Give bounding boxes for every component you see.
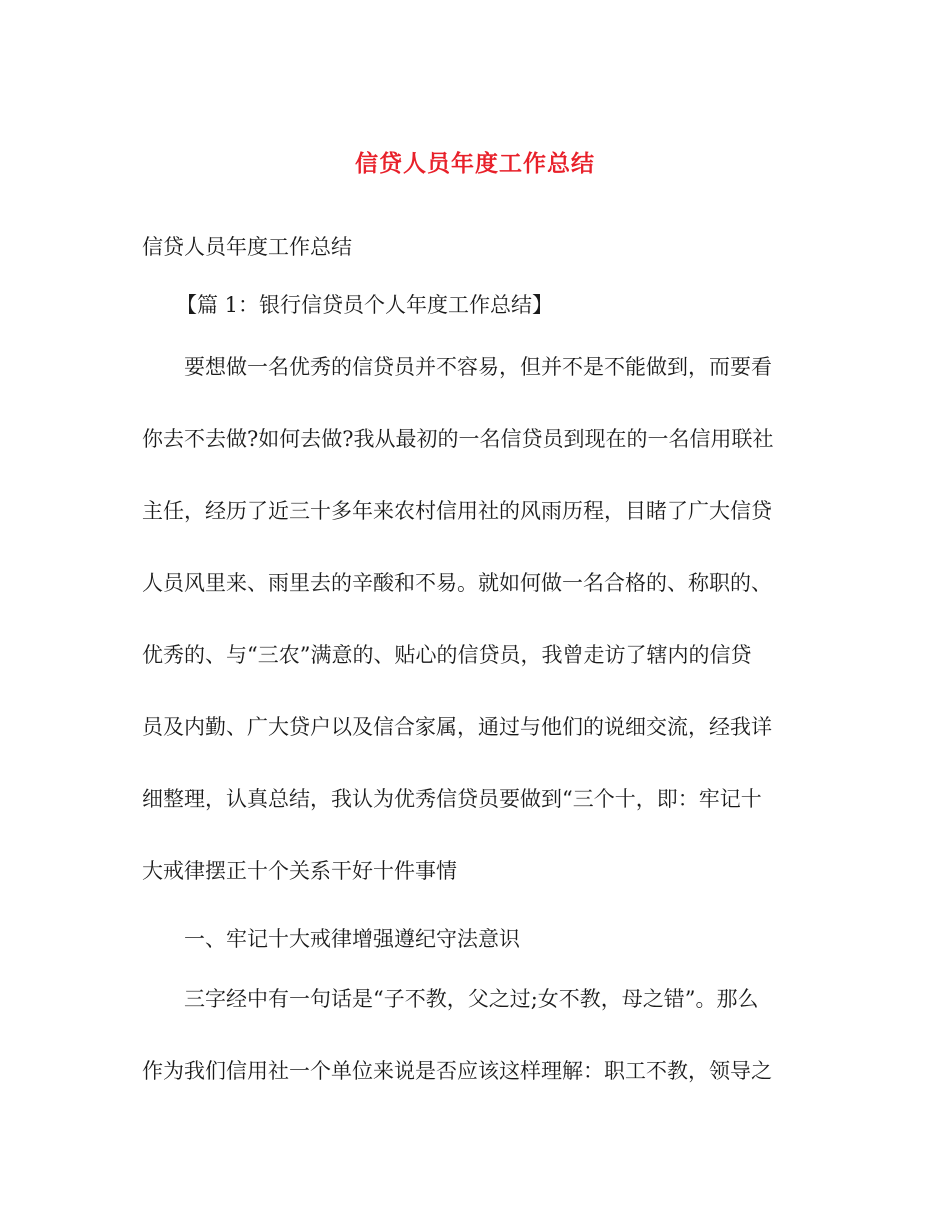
document-title: 信贷人员年度工作总结 [355, 150, 595, 177]
document-subtitle: 信贷人员年度工作总结 [142, 235, 352, 259]
paragraph-line: 主任，经历了近三十多年来农村信用社的风雨历程，目睹了广大信贷 [142, 499, 772, 523]
paragraph-line: 人员风里来、雨里去的辛酸和不易。就如何做一名合格的、称职的、 [142, 571, 772, 595]
paragraph-line: 作为我们信用社一个单位来说是否应该这样理解：职工不教，领导之 [142, 1059, 772, 1083]
paragraph-line: 要想做一名优秀的信贷员并不容易，但并不是不能做到，而要看 [184, 355, 772, 379]
paragraph-line: 优秀的、与“三农”满意的、贴心的信贷员，我曾走访了辖内的信贷 [142, 643, 752, 667]
subheading: 一、牢记十大戒律增强遵纪守法意识 [184, 927, 520, 951]
section-heading: 【篇 1：银行信贷员个人年度工作总结】 [176, 293, 554, 317]
paragraph-line: 你去不去做?如何去做?我从最初的一名信贷员到现在的一名信用联社 [142, 427, 774, 451]
paragraph-line: 细整理，认真总结，我认为优秀信贷员要做到“三个十，即：牢记十 [142, 787, 762, 811]
paragraph-line: 三字经中有一句话是“子不教，父之过;女不教，母之错”。那么 [184, 987, 759, 1011]
paragraph-line: 员及内勤、广大贷户以及信合家属，通过与他们的说细交流，经我详 [142, 715, 772, 739]
paragraph-line: 大戒律摆正十个关系干好十件事情 [142, 859, 457, 883]
